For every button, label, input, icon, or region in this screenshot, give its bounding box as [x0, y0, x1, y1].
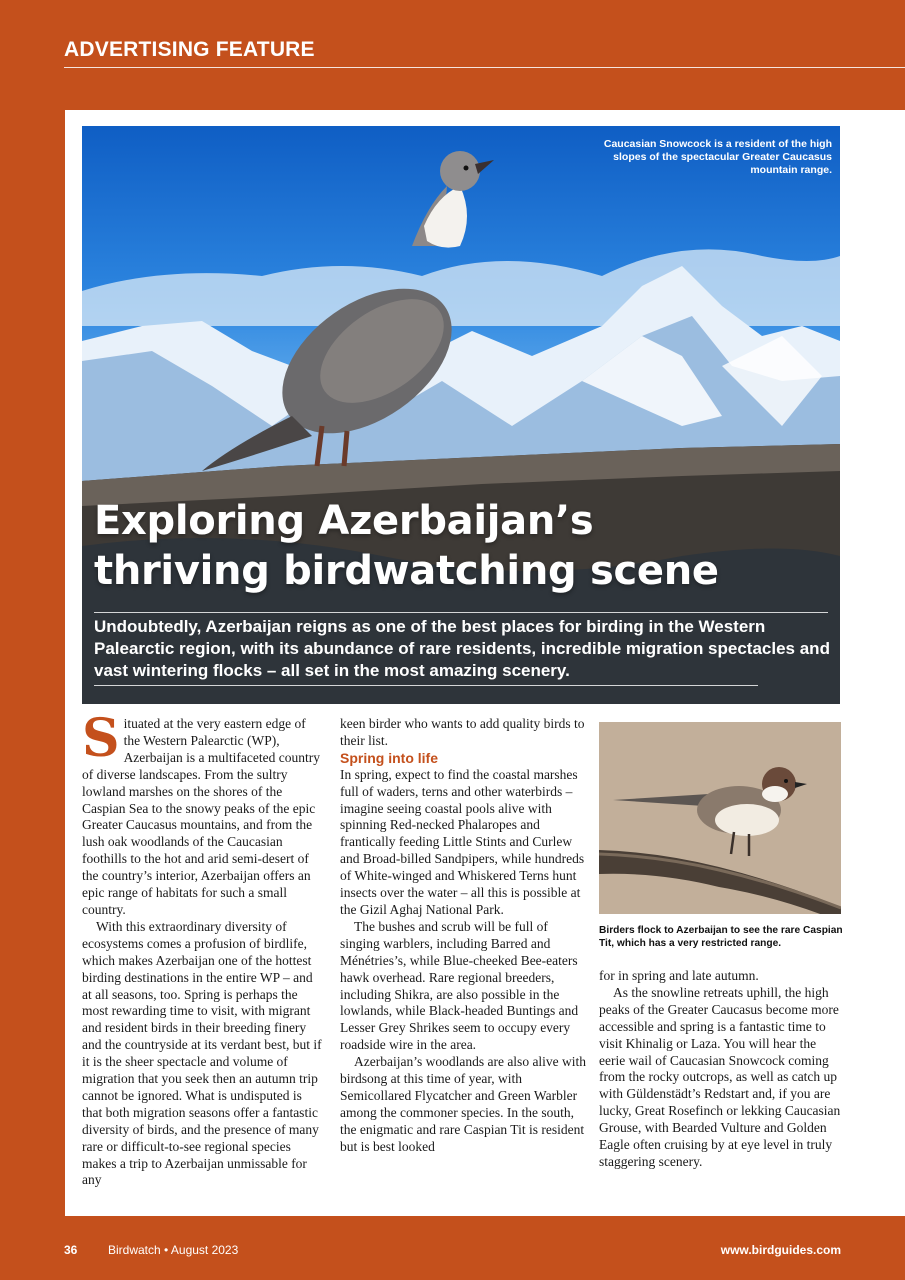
paragraph-6: As the snowline retreats uphill, the high peaks of the Greater Caucasus become more accessible and spring is a fantastic time to visit Khinalig or Laza. You will hear the eerie wail of Caucasian Snowcock coming from the rocky outcrops, as well as catch up with Güldenstädt’s Redstart and, if you are lucky, Great Rosefinch or lekking Caucasian Grouse, with Bearded Vulture and Golden Eagle often cruising by at eye level in truly staggering scenery. — [599, 984, 841, 1169]
magazine-issue: Birdwatch • August 2023 — [108, 1243, 239, 1257]
title-line-1: Exploring Azerbaijan’s — [94, 498, 594, 544]
website-link[interactable]: www.birdguides.com — [720, 1243, 841, 1257]
paragraph-1-text: ituated at the very eastern edge of the Western Palearctic (WP), Azerbaijan is a multifaceted country of diverse landscapes. From the sultry lowland marshes on the shores of the Caspian Sea to the snowy peaks of the epic Greater Caucasus mountains, and from the lush oak woodlands of the Caucasian foothills to the hot and arid semi-desert of the country’s interior, Azerbaijan offers an epic range of habitats for such a small country. — [82, 716, 320, 917]
article-standfirst: Undoubtedly, Azerbaijan reigns as one of the best places for birding in the Western Palearctic region, with its abundance of rare residents, incredible migration spectacles and vast wintering flocks – all set in the most amazing scenery. — [94, 617, 830, 680]
article-column-3 — [599, 968, 842, 1171]
paragraph-4: The bushes and scrub will be full of singing warblers, including Barred and Ménétries’s, while Blue-cheeked Bee-eaters hawk overhead. Rare regional breeders, including Shikra, are also possible in the lowlands, while Black-headed Buntings and Lesser Grey Shrikes seem to occupy every roadside wire in the area. — [340, 918, 579, 1053]
intro-top-rule — [94, 612, 828, 613]
subheading-spring: Spring into life — [340, 749, 438, 766]
caspian-tit-illustration — [599, 722, 841, 914]
tit-photo-caption: Birders flock to Azerbaijan to see the rare Caspian Tit, which has a very restricted range. — [599, 925, 843, 949]
paragraph-3: In spring, expect to find the coastal marshes full of waders, terns and other waterbirds – imagine seeing coastal pools alive with spinning Red-necked Phalaropes and frantically feeding Little Stints and Curlew and Broad-billed Sandpipers, while hundreds of White-winged and Whiskered Terns hunt insects over the water – all this is possible at the Gizil Aghaj National Park. — [340, 766, 585, 917]
paragraph-1 — [82, 708, 325, 919]
article-column-1 — [82, 708, 325, 1189]
paragraph-2-continued: keen birder who wants to add quality birds to their list. — [340, 716, 585, 748]
header-divider — [64, 67, 905, 68]
paragraph-5-continued: for in spring and late autumn. — [599, 968, 759, 983]
hero-caption: Caucasian Snowcock is a resident of the high slopes of the spectacular Greater Caucasus mountain range. — [603, 138, 832, 176]
intro-bottom-rule — [94, 685, 758, 686]
page-number: 36 — [64, 1243, 78, 1257]
hero-image — [82, 126, 840, 704]
paragraph-2: With this extraordinary diversity of ecosystems comes a profusion of birdlife, which makes Azerbaijan one of the hottest birding destinations in the entire WP – and at all seasons, too. Spring is perhaps the most rewarding time to visit, with migrant and resident birds in their breeding finery and the countryside at its verdant best, but if it is the sheer spectacle and volume of migration that you seek then an autumn trip cannot be ignored. What is undisputed is that both migration seasons offer a fantastic diversity of birds, and the presence of many rare or difficult-to-see regional species makes a trip to Azerbaijan unmissable for any — [82, 918, 322, 1188]
drop-cap: S — [82, 708, 120, 769]
caspian-tit-photo — [599, 722, 841, 914]
article-column-2 — [340, 716, 588, 1156]
article-title — [94, 496, 834, 596]
title-line-2: thriving birdwatching scene — [94, 548, 719, 594]
paragraph-5: Azerbaijan’s woodlands are also alive with birdsong at this time of year, with Semicollared Flycatcher and Green Warbler among the commoner species. In the south, the enigmatic and rare Caspian Tit is resident but is best looked — [340, 1054, 587, 1154]
section-label: ADVERTISING FEATURE — [64, 38, 315, 61]
